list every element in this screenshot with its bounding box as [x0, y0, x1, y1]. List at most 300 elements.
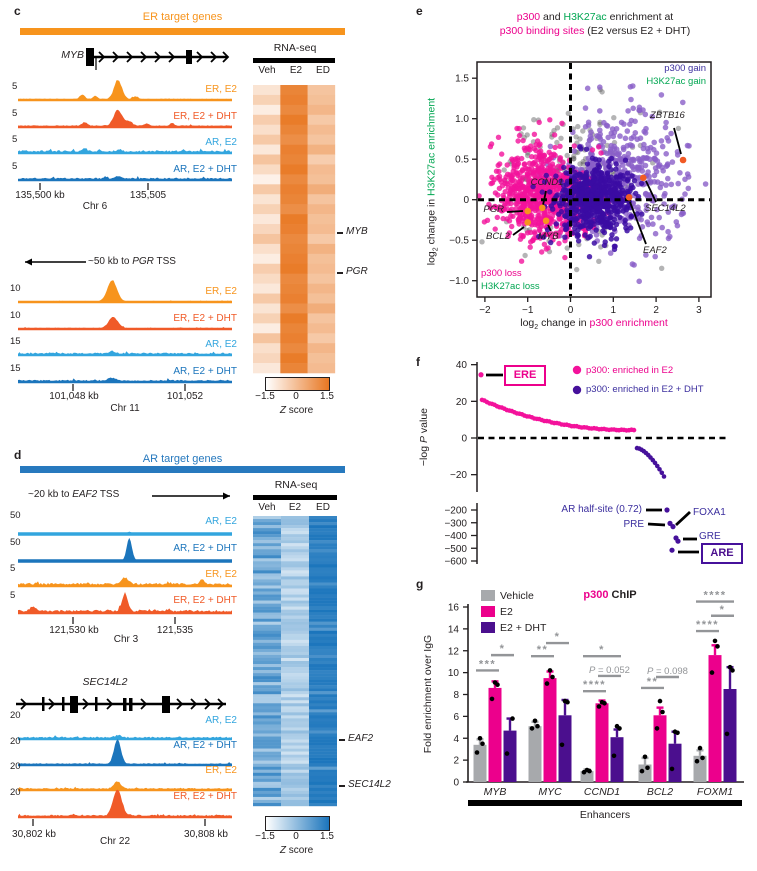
heatmap-cell [253, 764, 281, 767]
heatmap-cell [281, 640, 309, 643]
heatmap-cell [280, 125, 308, 135]
g-replicate-dot [640, 769, 645, 774]
f-bottom-point [670, 524, 675, 529]
heatmap-cell [280, 244, 308, 254]
heatmap-cell [281, 670, 309, 673]
heatmap-cell [253, 363, 281, 373]
heatmap-cell [309, 585, 337, 588]
heatmap-cell [309, 785, 337, 788]
heatmap-cell [280, 264, 308, 274]
heatmap-cell [308, 363, 336, 373]
heatmap-cell [309, 703, 337, 706]
sec14l2-exon [162, 696, 170, 713]
heatmap-cell [309, 655, 337, 658]
er-target-genes-bar [20, 28, 345, 35]
e-x-tick-label: −1 [521, 305, 534, 316]
heatmap-cell [281, 543, 309, 546]
heatmap-cell [281, 709, 309, 712]
heatmap-cell [309, 531, 337, 534]
heatmap-cell [281, 706, 309, 709]
f-legend-e2dht: p300: enriched in E2 + DHT [586, 384, 704, 395]
heatmap-cell [309, 721, 337, 724]
heatmap-cell [253, 785, 281, 788]
heatmap-cell [253, 570, 281, 573]
g-replicate-dot [645, 766, 650, 771]
title-conditions: (E2 versus E2 + DHT) [584, 25, 691, 37]
heatmap-cell [308, 115, 336, 125]
track-label: ER, E2 + DHT [173, 111, 237, 122]
colorbar-min: −1.5 [255, 391, 275, 402]
scatter-gene-pgr: PGR [483, 204, 504, 215]
heatmap-cell [281, 649, 309, 652]
f-bottom-tick-label: −300 [444, 518, 467, 530]
heatmap-cell [281, 655, 309, 658]
heatmap-cell [281, 661, 309, 664]
heatmap-cell [281, 800, 309, 803]
g-y-axis-label: Fold enrichment over IgG [421, 634, 434, 754]
panel-c-label: c [14, 4, 21, 18]
heatmap-cell [253, 709, 281, 712]
track-label: AR, E2 + DHT [173, 740, 237, 751]
heatmap-cell [309, 788, 337, 791]
chromosome-label: Chr 11 [110, 403, 140, 414]
g-replicate-dot [725, 732, 730, 737]
heatmap-cell [281, 631, 309, 634]
heatmap-cell [309, 631, 337, 634]
heatmap-cell [253, 803, 281, 806]
heatmap-cell [280, 194, 308, 204]
g-y-tick-label: 4 [453, 733, 459, 745]
heatmap-cell [253, 516, 281, 519]
track-label: AR, E2 [205, 715, 237, 726]
heatmap-cell [309, 543, 337, 546]
f-top-tick-label: 0 [461, 433, 467, 445]
heatmap-cell [309, 779, 337, 782]
heatmap-cell [309, 700, 337, 703]
heatmap-cell [309, 676, 337, 679]
heatmap-cell [309, 803, 337, 806]
heatmap-cell [281, 607, 309, 610]
heatmap-col-e2: E2 [288, 502, 302, 513]
heatmap-cell [253, 640, 281, 643]
ylabel-sub: 2 [432, 247, 440, 252]
heatmap-cell [253, 691, 281, 694]
heatmap-cell [253, 303, 281, 313]
heatmap-cell [253, 703, 281, 706]
e-x-tick-label: 3 [696, 305, 702, 316]
f-bottom-point [675, 539, 680, 544]
panel-f-label: f [416, 355, 420, 369]
heatmap-cell [281, 749, 309, 752]
g-category-myb: MYB [483, 786, 507, 798]
heatmap-cell [308, 224, 336, 234]
legend-swatch-e2 [481, 606, 495, 617]
heatmap-cell [308, 95, 336, 105]
myb-exon [86, 48, 94, 66]
heatmap-cell [309, 746, 337, 749]
heatmap-cell [309, 595, 337, 598]
heatmap-cell [253, 776, 281, 779]
heatmap-cell [253, 649, 281, 652]
track-label: AR, E2 + DHT [173, 543, 237, 554]
heatmap-cell [309, 658, 337, 661]
heatmap-cell [308, 244, 336, 254]
heatmap-cell [281, 703, 309, 706]
heatmap-cell [309, 694, 337, 697]
heatmap-cell [253, 634, 281, 637]
heatmap-cell [253, 791, 281, 794]
g-significance-stars: **** [703, 589, 727, 602]
heatmap-cell [281, 534, 309, 537]
g-category-myc: MYC [538, 786, 562, 798]
g-replicate-dot [660, 710, 665, 715]
heatmap-cell [281, 734, 309, 737]
zscore-label [265, 845, 328, 857]
heatmap-cell [308, 184, 336, 194]
g-y-tick-label: 12 [447, 646, 459, 658]
heatmap-cell [253, 770, 281, 773]
heatmap-cell [281, 610, 309, 613]
heatmap-cell [253, 323, 281, 333]
heatmap-cell [280, 363, 308, 373]
heatmap-cell [281, 770, 309, 773]
heatmap-cell [308, 274, 336, 284]
heatmap-cell [253, 567, 281, 570]
heatmap-cell [281, 776, 309, 779]
legend-swatch-vehicle [481, 590, 495, 601]
colorbar-mid: 0 [293, 391, 299, 402]
g-replicate-dot [548, 668, 553, 673]
panel-e-title-line1 [462, 11, 728, 23]
heatmap-cell [281, 673, 309, 676]
g-pvalue-label: P = 0.052 [589, 664, 630, 676]
scatter-gene-bcl2: BCL2 [486, 231, 510, 242]
heatmap-cell [253, 688, 281, 691]
track-label: ER, E2 [205, 286, 237, 297]
panel-e-label: e [416, 4, 423, 18]
heatmap-cell [281, 752, 309, 755]
heatmap-cell [253, 610, 281, 613]
heatmap-cell [253, 135, 281, 145]
heatmap-cell [281, 737, 309, 740]
g-y-tick-label: 16 [447, 602, 459, 614]
gene-mark-tick [337, 232, 343, 234]
heatmap-cell [309, 661, 337, 664]
track-label: ER, E2 + DHT [173, 595, 237, 606]
f-purple-point [662, 474, 667, 479]
g-replicate-dot [615, 724, 620, 729]
g-replicate-dot [585, 768, 590, 773]
heatmap-cell [253, 284, 281, 294]
heatmap-cell [281, 576, 309, 579]
motif-callout-line [648, 524, 665, 525]
heatmap-cell [281, 694, 309, 697]
g-y-tick-label: 2 [453, 755, 459, 767]
heatmap-cell [253, 555, 281, 558]
heatmap-cell [253, 313, 281, 323]
heatmap-cell [253, 254, 281, 264]
heatmap-cell [253, 788, 281, 791]
heatmap-cell [281, 688, 309, 691]
e-x-tick-label: −2 [479, 305, 491, 316]
sec14l2-exon [42, 697, 45, 711]
f-bottom-point [669, 548, 674, 553]
heatmap-cell [253, 274, 281, 284]
legend-h3k27ac-gain: H3K27ac gain [646, 76, 706, 87]
heatmap-cell [253, 105, 281, 115]
heatmap-cell [281, 664, 309, 667]
colorbar-max: 1.5 [320, 391, 334, 402]
panel-e-title-line2 [462, 25, 728, 37]
heatmap-cell [309, 773, 337, 776]
heatmap-cell [308, 145, 336, 155]
heatmap-cell [281, 797, 309, 800]
heatmap-cell [253, 598, 281, 601]
heatmap-cell [253, 628, 281, 631]
heatmap-col-veh: Veh [258, 65, 276, 76]
heatmap-cell [280, 164, 308, 174]
track-scale: 5 [12, 161, 18, 172]
heatmap-cell [309, 534, 337, 537]
heatmap-cell [281, 679, 309, 682]
heatmap-cell [281, 628, 309, 631]
track-scale: 20 [10, 761, 21, 772]
e-x-tick-label: 0 [567, 305, 574, 316]
note-gene: PGR [132, 256, 154, 267]
heatmap-cell [309, 582, 337, 585]
g-bar-E2-MYB [489, 688, 502, 782]
heatmap-cell [309, 549, 337, 552]
heatmap-cell [281, 579, 309, 582]
heatmap-cell [281, 658, 309, 661]
f-legend-dot-e2dht [573, 386, 581, 394]
heatmap-cell [309, 567, 337, 570]
note-post: TSS [97, 489, 120, 500]
track-label: AR, E2 [205, 137, 237, 148]
gene-mark-tick [339, 739, 345, 741]
track-scale: 20 [10, 736, 21, 747]
heatmap-cell [281, 755, 309, 758]
heatmap-cell [253, 782, 281, 785]
heatmap-cell [281, 697, 309, 700]
heatmap-cell [309, 546, 337, 549]
heatmap-cell [253, 718, 281, 721]
g-significance-stars: *** [478, 658, 497, 671]
heatmap-cell [281, 589, 309, 592]
heatmap-cell [253, 643, 281, 646]
zscore-label [265, 405, 328, 417]
heatmap-cell [309, 598, 337, 601]
heatmap-cell [309, 712, 337, 715]
track-label: AR, E2 + DHT [173, 164, 237, 175]
heatmap-cell [253, 734, 281, 737]
rnaseq-header-bar [253, 495, 337, 500]
motif-box-are: ARE [701, 543, 743, 564]
heatmap-cell [281, 691, 309, 694]
heatmap-cell [280, 145, 308, 155]
heatmap-cell [281, 791, 309, 794]
heatmap-cell [281, 585, 309, 588]
g-significance-stars: ** [536, 644, 549, 657]
heatmap-cell [253, 706, 281, 709]
heatmap-cell [253, 721, 281, 724]
heatmap-cell [281, 537, 309, 540]
track-label: AR, E2 [205, 339, 237, 350]
track-label: ER, E2 [205, 84, 237, 95]
heatmap-cell [309, 652, 337, 655]
heatmap-cell [281, 604, 309, 607]
arrowhead [223, 493, 230, 500]
heatmap-cell [281, 573, 309, 576]
heatmap-cell [308, 294, 336, 304]
heatmap-cell [253, 740, 281, 743]
heatmap-cell [253, 697, 281, 700]
gene-mark-pgr: PGR [346, 266, 368, 277]
heatmap-cell [253, 519, 281, 522]
heatmap-cell [281, 764, 309, 767]
g-replicate-dot [695, 759, 700, 764]
motif-box-ere: ERE [504, 365, 546, 386]
track-label: ER, E2 [205, 569, 237, 580]
g-replicate-dot [670, 767, 675, 772]
scatter-gene-zbtb16: ZBTB16 [650, 110, 685, 121]
legend-p300-loss: p300 loss [481, 268, 522, 279]
gene-mark-tick [337, 272, 343, 274]
heatmap-cell [281, 619, 309, 622]
heatmap-cell [309, 664, 337, 667]
heatmap-cell [308, 164, 336, 174]
sec14l2-exon [123, 698, 127, 711]
g-significance-stars: ** [646, 675, 659, 688]
heatmap-cell [253, 607, 281, 610]
colorbar-min: −1.5 [255, 831, 275, 842]
heatmap-cell [253, 264, 281, 274]
xlabel-p300: p300 enrichment [589, 317, 668, 329]
e-x-tick-label: 1 [610, 305, 617, 316]
arrowhead [25, 259, 32, 266]
heatmap-cell [281, 552, 309, 555]
heatmap-cell [253, 652, 281, 655]
heatmap-cell [281, 685, 309, 688]
heatmap-cell [253, 758, 281, 761]
heatmap-cell [281, 637, 309, 640]
rnaseq-title: RNA-seq [274, 479, 318, 491]
heatmap-cell [309, 791, 337, 794]
heatmap-cell [280, 313, 308, 323]
heatmap-cell [309, 622, 337, 625]
heatmap-cell [281, 558, 309, 561]
heatmap-cell [280, 284, 308, 294]
f-ylabel-p: P [417, 436, 430, 444]
g-replicate-dot [490, 697, 495, 702]
track-scale: 10 [10, 283, 21, 294]
heatmap-cell [280, 274, 308, 284]
heatmap-cell [253, 625, 281, 628]
g-significance-stars: * [719, 603, 726, 616]
heatmap-cell [308, 333, 336, 343]
g-bar-E2-BCL2 [654, 715, 667, 782]
heatmap-cell [309, 794, 337, 797]
heatmap-cell [308, 254, 336, 264]
heatmap-cell [253, 797, 281, 800]
heatmap-cell [253, 564, 281, 567]
heatmap-cell [281, 625, 309, 628]
heatmap-cell [253, 664, 281, 667]
highlight-dot-bcl2 [524, 219, 531, 226]
ylabel-log: log [425, 251, 438, 266]
highlight-dot-zbtb16 [680, 157, 687, 164]
g-replicate-dot [478, 736, 483, 741]
heatmap-cell [281, 724, 309, 727]
heatmap-cell [253, 155, 281, 165]
highlight-dot-myb [543, 217, 550, 224]
heatmap-cell [280, 254, 308, 264]
eaf2-tss-note [28, 489, 119, 501]
heatmap-cell [253, 525, 281, 528]
heatmap-cell [281, 712, 309, 715]
heatmap-cell [309, 555, 337, 558]
heatmap-cell [309, 607, 337, 610]
sec14l2-exon [129, 698, 133, 711]
heatmap-cell [309, 637, 337, 640]
heatmap-cell [309, 649, 337, 652]
zscore-score: score [285, 845, 314, 856]
heatmap-cell [253, 561, 281, 564]
heatmap-cell [308, 323, 336, 333]
f-top-tick-label: −20 [450, 470, 467, 482]
heatmap-cell [281, 727, 309, 730]
gene-mark-tick [339, 785, 345, 787]
heatmap-cell [253, 528, 281, 531]
g-replicate-dot [700, 756, 705, 761]
g-bar-Vehicle-MYB [474, 745, 487, 782]
ar-target-genes-bar [20, 466, 345, 473]
heatmap-cell [309, 758, 337, 761]
g-replicate-dot [612, 754, 617, 759]
heatmap-cell [253, 676, 281, 679]
heatmap-cell [309, 634, 337, 637]
heatmap-cell [281, 555, 309, 558]
track-scale: 20 [10, 710, 21, 721]
gene-callout-line [507, 211, 523, 212]
heatmap-cell [253, 755, 281, 758]
note-pre: ~20 kb to [28, 489, 73, 500]
heatmap-cell [253, 779, 281, 782]
g-y-tick-label: 0 [453, 777, 459, 789]
heatmap-cell [309, 552, 337, 555]
heatmap-cell [253, 724, 281, 727]
enhancers-label: Enhancers [579, 809, 631, 821]
g-replicate-dot [715, 644, 720, 649]
f-top-tick-label: 20 [455, 396, 467, 408]
g-significance-stars: * [499, 643, 506, 656]
heatmap-cell [253, 582, 281, 585]
f-ylabel-post: value [417, 407, 430, 437]
heatmap-cell [281, 592, 309, 595]
heatmap-cell [280, 174, 308, 184]
heatmap-cell [253, 164, 281, 174]
title-enrichment: enrichment at [606, 11, 674, 23]
heatmap-cell [308, 264, 336, 274]
xlabel-sub: 2 [534, 324, 539, 332]
g-title-p300: p300 [583, 589, 609, 601]
heatmap-cell [309, 800, 337, 803]
panel-c-title: ER target genes [142, 11, 223, 23]
g-replicate-dot [545, 681, 550, 686]
heatmap-cell [281, 746, 309, 749]
g-title-chip: ChIP [608, 589, 637, 601]
motif-pre: PRE [623, 519, 644, 530]
